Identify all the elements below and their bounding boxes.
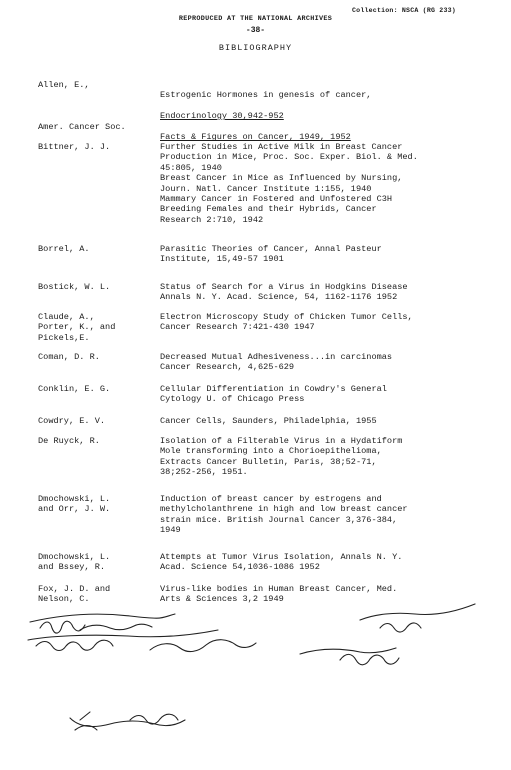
page-number: -38- (245, 26, 266, 35)
entry-author: Cowdry, E. V. (38, 416, 106, 426)
handwriting-stroke (80, 624, 152, 630)
entry-author: Amer. Cancer Soc. (38, 122, 126, 132)
entry-author: Conklin, E. G. (38, 384, 111, 394)
entry-citation: Facts & Figures on Cancer, 1949, 1952 (160, 132, 351, 143)
entry-citation: Decreased Mutual Adhesiveness...in carcinomas Cancer Research, 4,625-629 (160, 352, 393, 373)
entry-citation: Cellular Differentiation in Cowdry's General Cytology U. of Chicago Press (160, 384, 387, 405)
handwriting-stroke (28, 630, 218, 640)
entry-citation: Parasitic Theories of Cancer, Annal Pasteur Institute, 15,49-57 1901 (160, 244, 382, 265)
entry-author: Fox, J. D. and Nelson, C. (38, 584, 111, 605)
entry-citation: Isolation of a Filterable Virus in a Hydatiform Mole transforming into a Chorioepithelioma, Extracts Cancer Bulletin, Paris, 38;52-71, 38;252-256, 1951. (160, 436, 403, 478)
entry-author: Dmochowski, L. and Orr, J. W. (38, 494, 111, 515)
handwriting-stroke (40, 621, 85, 633)
entry-citation: Induction of breast cancer by estrogens and methylcholanthrene in high and low breast cancer strain mice. British Journal Cancer 3,376-384, 1949 (160, 494, 408, 536)
handwriting-stroke (36, 640, 113, 650)
entry-citation: Estrogenic Hormones in genesis of cancer, Endocrinology 30,942-952 (160, 90, 372, 122)
entry-author: De Ruyck, R. (38, 436, 100, 446)
collection-label: Collection: NSCA (RG 233) (352, 7, 456, 14)
entry-citation: Cancer Cells, Saunders, Philadelphia, 1955 (160, 416, 377, 426)
handwriting-stroke (75, 712, 97, 730)
entry-author: Borrel, A. (38, 244, 90, 254)
entry-citation: Further Studies in Active Milk in Breast Cancer Production in Mice, Proc. Soc. Exper. Biol. & Med. 45:805, 1940 Breast Cancer in Mice as Influenced by Nursing, Journ. Natl. Cancer Institute 1:155, 1940 Mammary Cancer in Fostered and Unfostered C3H Breeding Females and their Hybrids, Cancer Research 2:710, 1942 (160, 142, 418, 225)
handwriting-stroke (300, 648, 396, 654)
entry-author: Coman, D. R. (38, 352, 100, 362)
handwriting-stroke (380, 623, 421, 632)
handwriting-stroke (340, 654, 399, 664)
bibliography-title: BIBLIOGRAPHY (218, 43, 293, 53)
handwriting-stroke (150, 640, 256, 652)
entry-citation: Electron Microscopy Study of Chicken Tumor Cells, Cancer Research 7:421-430 1947 (160, 312, 413, 333)
entry-author: Bittner, J. J. (38, 142, 111, 152)
entry-author: Allen, E., (38, 80, 90, 90)
archive-stamp: REPRODUCED AT THE NATIONAL ARCHIVES (178, 15, 333, 23)
entry-citation: Status of Search for a Virus in Hodgkins Disease Annals N. Y. Acad. Science, 54, 1162-1176 1952 (160, 282, 408, 303)
handwriting-stroke (130, 714, 178, 724)
entry-author: Bostick, W. L. (38, 282, 111, 292)
entry-author: Dmochowski, L. and Bssey, R. (38, 552, 111, 573)
handwriting-stroke (360, 604, 475, 620)
handwriting-stroke (30, 614, 175, 622)
entry-citation: Virus-like bodies in Human Breast Cancer, Med. Arts & Sciences 3,2 1949 (160, 584, 398, 605)
entry-author: Claude, A., Porter, K., and Pickels,E. (38, 312, 116, 343)
entry-citation: Attempts at Tumor Virus Isolation, Annals N. Y. Acad. Science 54,1036-1086 1952 (160, 552, 403, 573)
